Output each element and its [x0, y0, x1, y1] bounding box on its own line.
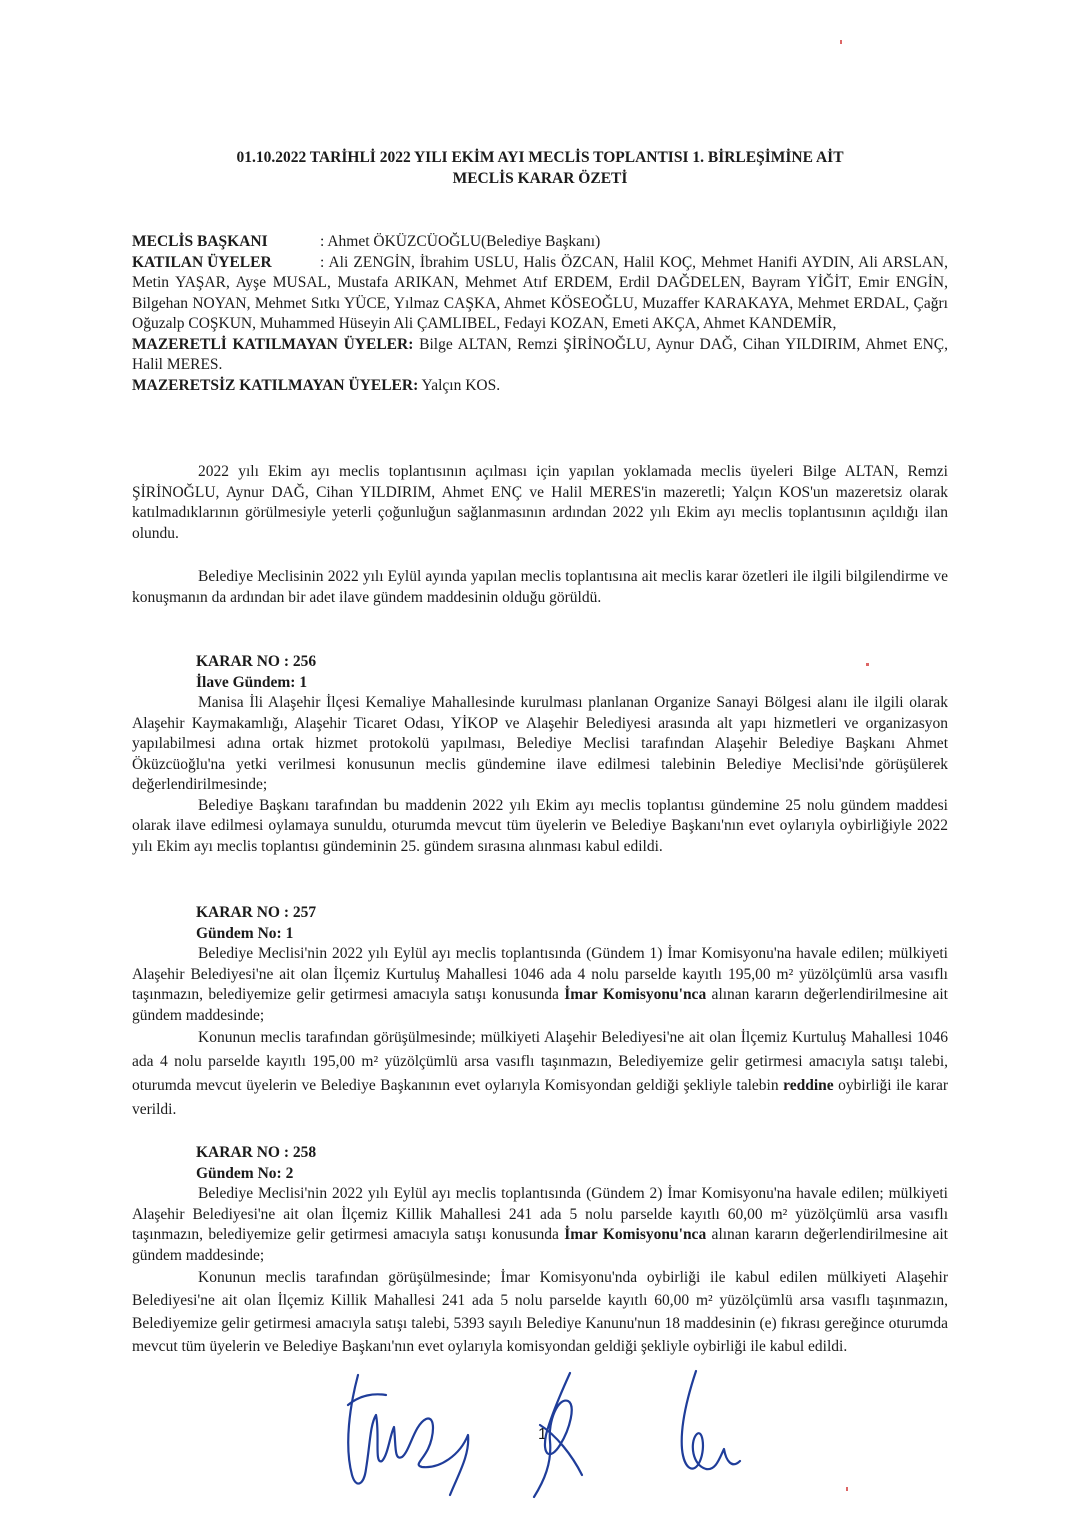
document-title: [120, 147, 960, 189]
signature-1-icon: [330, 1365, 490, 1505]
scan-speck: [846, 1487, 848, 1491]
decision-heading: KARAR NO : 256: [196, 653, 317, 670]
bold-run: İmar Komisyonu'nca: [564, 1226, 707, 1243]
excused-line: [132, 335, 948, 376]
intro-paragraph-2: [132, 567, 948, 608]
chair-label: MECLİS BAŞKANI: [132, 233, 268, 250]
text-run: Belediye Meclisi'nin 2022 yılı Eylül ayı meclis toplantısında (Gündem 1) İmar Komisyonu'na havale edilen; mülkiyeti Alaşehir Belediyesi'ne ait olan İlçemiz Kurtuluş Mahallesi 1046 ada 4 nolu parselde kayıtlı 195,00 m² yüzölçümlü arsa vasıflı taşınmazın, belediyemize gelir getirmesi amacıyla satışı konusunda: [132, 945, 948, 1003]
signature-2-icon: [520, 1365, 600, 1505]
title-line-1: 01.10.2022 TARİHLİ 2022 YILI EKİM AYI MECLİS TOPLANTISI 1. BİRLEŞİMİNE AİT: [236, 149, 844, 166]
decision-subheading: İlave Gündem: 1: [196, 673, 308, 691]
bold-run: İmar Komisyonu'nca: [564, 986, 707, 1003]
scan-speck: [840, 40, 842, 44]
decision-text-2: Belediye Başkanı tarafından bu maddenin 2022 yılı Ekim ayı meclis toplantısı gündemine 25 nolu gündem maddesi olarak ilave edilmesi oylamaya sunuldu, oturumda mevcut tüm üyelerin ve Belediye Başkanı'nın evet oylarıyla oybirliğiyle 2022 yılı Ekim ayı meclis toplantısı gündeminin 25. gündem sırasına alınması kabul edildi.: [132, 796, 948, 855]
text-run: alınan kararın değerlendirilmesine ait gündem maddesinde;: [132, 986, 948, 1024]
unexcused-label: MAZERETSİZ KATILMAYAN ÜYELER:: [132, 376, 419, 394]
page-number: 1: [538, 1426, 547, 1443]
decision-text-1: [132, 1184, 948, 1266]
text-run: Konunun meclis tarafından görüşülmesinde; mülkiyeti Alaşehir Belediyesi'ne ait olan İlçemiz Kurtuluş Mahallesi 1046 ada 4 nolu parselde kayıtlı 195,00 m² yüzölçümlü arsa vasıflı taşınmazın, Belediyemize gelir getirmesi amacıyla satışı talebi, oturumda mevcut üyelerin ve Belediye Başkanının evet oylarıyla Komisyondan geldiği şekliyle talebin: [132, 1029, 948, 1094]
intro-text-2: Belediye Meclisinin 2022 yılı Eylül ayında yapılan meclis toplantısına ait meclis karar özetleri ile ilgili bilgilendirme ve konuşmanın da ardından bir adet ilave gündem maddesinin olduğu görüldü.: [132, 568, 948, 606]
unexcused-line: [132, 376, 948, 397]
scan-speck: [866, 663, 869, 666]
decision-subheading: Gündem No: 2: [196, 1164, 294, 1182]
chair-value: : Ahmet ÖKÜZCÜOĞLU(Belediye Başkanı): [320, 233, 601, 250]
unexcused-value: Yalçın KOS.: [418, 376, 501, 394]
decision-text-1: [132, 944, 948, 1026]
intro-text-1: 2022 yılı Ekim ayı meclis toplantısının açılması için yapılan yoklamada meclis üyeleri Bilge ALTAN, Remzi ŞİRİNOĞLU, Aynur DAĞ, Cihan YILDIRIM, Ahmet ENÇ ve Halil MERES'in mazeretli; Yalçın KOS'un mazeretsiz olarak katılmadıklarının görülmesiyle yeterli çoğunluğun sağlanmasının ardından 2022 yılı Ekim ayı meclis toplantısının açıldığı ilan olundu.: [132, 463, 948, 542]
attendance-section: [132, 232, 948, 396]
decision-subheading: Gündem No: 1: [196, 924, 294, 942]
text-run: Belediye Meclisi'nin 2022 yılı Eylül ayı meclis toplantısında (Gündem 2) İmar Komisyonu'na havale edilen; mülkiyeti Alaşehir Belediyesi'ne ait olan İlçemiz Killik Mahallesi 241 ada 5 nolu parselde kayıtlı 60,00 m² yüzölçümlü arsa vasıflı taşınmazın, belediyemize gelir getirmesi amacıyla satışı konusunda: [132, 1185, 948, 1243]
excused-label: MAZERETLİ KATILMAYAN ÜYELER:: [132, 335, 414, 353]
decision-256: [132, 652, 948, 857]
decision-heading: KARAR NO : 257: [196, 904, 317, 921]
decision-text-1: Manisa İli Alaşehir İlçesi Kemaliye Mahallesinde kurulması planlanan Organize Sanayi Bölgesi alanı ile ilgili olarak Alaşehir Kaymakamlığı, Alaşehir Ticaret Odası, YİKOP ve Alaşehir Belediyesi arasında alt yapı hizmetleri ve organizasyon yapılabilmesi adına ortak hizmet protokolü yapılması, Belediye Meclisi tarafından Alaşehir Belediye Başkanı Ahmet Öküzcüoğlu'na yetki verilmesi konusunun meclis gündemine ilave edilmesi talebinin Belediye Meclisi'nde görüşülerek değerlendirilmesinde;: [132, 694, 948, 793]
intro-paragraph-1: [132, 462, 948, 544]
chair-line: [132, 232, 948, 253]
members-line: [132, 253, 948, 335]
signature-3-icon: [666, 1365, 766, 1505]
decision-257: [132, 903, 948, 1122]
decision-258: [132, 1143, 948, 1358]
text-run: oybirliği ile karar verildi.: [132, 1077, 948, 1118]
members-label: KATILAN ÜYELER: [132, 253, 272, 271]
excused-value: Bilge ALTAN, Remzi ŞİRİNOĞLU, Aynur DAĞ, Cihan YILDIRIM, Ahmet ENÇ, Halil MERES.: [132, 335, 948, 373]
decision-text-2: Konunun meclis tarafından görüşülmesinde; İmar Komisyonu'nda oybirliği ile kabul edilen mülkiyeti Alaşehir Belediyesi'ne ait olan İlçemiz Killik Mahallesi 241 ada 5 nolu parselde kayıtlı 60,00 m² yüzölçümlü arsa vasıflı taşınmazın, Belediyemize gelir getirmesi amacıyla satışı talebi, 5393 sayılı Belediye Kanunu'nun 18 maddesinin (e) fıkrası gereğince oturumda mevcut tüm üyelerin ve Belediye Başkanı'nın evet oylarıyla komisyondan geldiği şekliyle oybirliği ile kabul edildi.: [132, 1269, 948, 1355]
decision-heading: KARAR NO : 258: [196, 1144, 317, 1161]
members-value: : Ali ZENGİN, İbrahim USLU, Halis ÖZCAN, Halil KOÇ, Mehmet Hanifi AYDIN, Ali ARSLAN, Metin YAŞAR, Ayşe MUSAL, Mustafa ARIKAN, Mehmet Atıf ERDEM, Erdil DAĞDELEN, Bayram YİĞİT, Emir ENGİN, Bilgehan NOYAN, Mehmet Sıtkı YÜCE, Yılmaz CAŞKA, Ahmet KÖSEOĞLU, Muzaffer KARAKAYA, Mehmet ERDAL, Çağrı Oğuzalp COŞKUN, Muhammed Hüseyin Ali ÇAMLIBEL, Fedayi KOZAN, Emeti AKÇA, Ahmet KANDEMİR,: [132, 253, 948, 332]
decision-text-2: [132, 1026, 948, 1122]
text-run: alınan kararın değerlendirilmesine ait gündem maddesinde;: [132, 1226, 948, 1264]
bold-run: reddine: [783, 1077, 834, 1094]
title-line-2: MECLİS KARAR ÖZETİ: [452, 170, 628, 187]
